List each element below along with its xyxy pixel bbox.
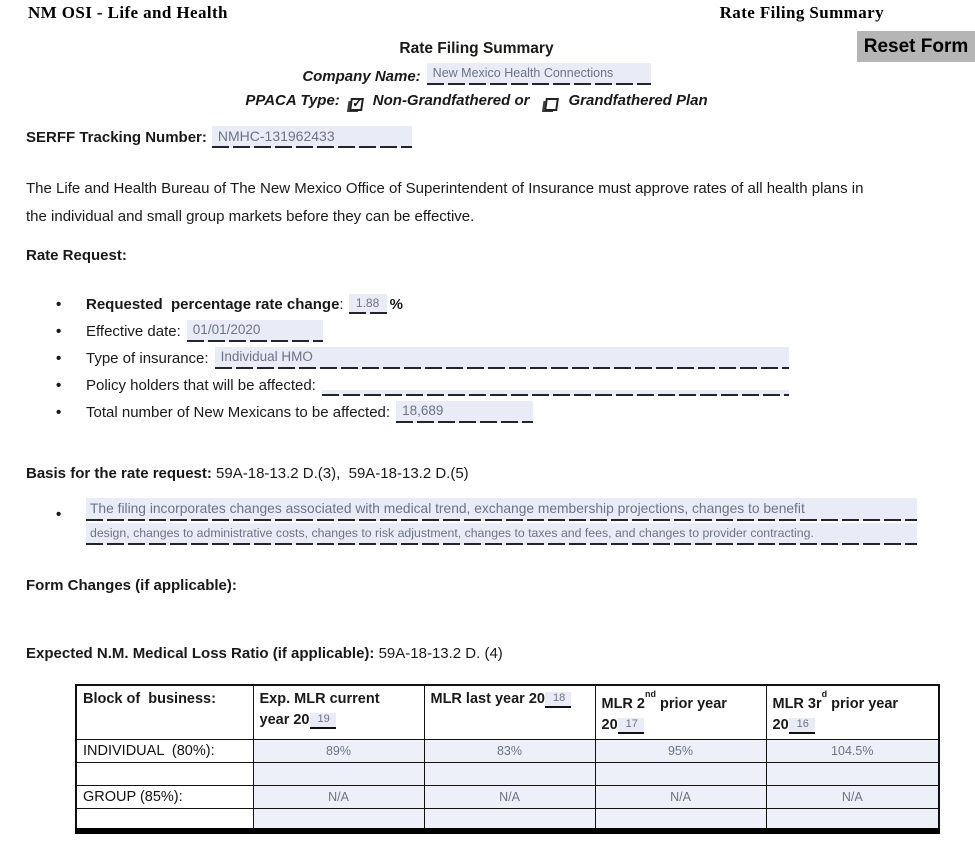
col-header-mlr-last-year: MLR last year 20 18 — [424, 685, 595, 739]
row-label-empty — [76, 808, 253, 831]
mlr-citation: 59A-18-13.2 D. (4) — [374, 645, 503, 662]
basis-citation: 59A-18-13.2 D.(3), 59A-18-13.2 D.(5) — [211, 465, 469, 482]
total-affected-label: Total number of New Mexicans to be affected: — [86, 404, 391, 421]
col-header-mlr-3rd-prior: MLR $3r^d$ prior year 20 16 — [766, 685, 939, 739]
ppaca-type-label: PPACA Type: — [245, 92, 340, 109]
mlr-cell[interactable]: 95% — [595, 739, 766, 762]
col-header-mlr-2nd-prior: MLR 2nd prior year 20 17 — [595, 685, 766, 739]
list-item — [56, 342, 789, 369]
form-changes-heading: Form Changes (if applicable): — [26, 577, 237, 594]
insurance-type-input[interactable]: Individual HMO — [215, 347, 789, 369]
bullet-icon: • — [56, 296, 62, 313]
mlr-table — [75, 684, 940, 834]
year-input[interactable]: 16 — [789, 718, 815, 734]
list-item — [56, 396, 789, 423]
row-label-empty — [76, 762, 253, 785]
mlr-cell[interactable] — [253, 762, 424, 785]
year-input[interactable]: 17 — [618, 718, 644, 734]
mlr-cell[interactable]: N/A — [766, 785, 939, 808]
policy-holders-input[interactable] — [322, 390, 789, 396]
mlr-cell[interactable] — [424, 808, 595, 831]
mlr-cell[interactable] — [595, 808, 766, 831]
list-item — [56, 369, 789, 396]
rate-change-colon: : — [339, 296, 344, 313]
col-header-exp-mlr-current: Exp. MLR current year 20 19 — [253, 685, 424, 739]
mlr-cell[interactable]: 83% — [424, 739, 595, 762]
table-header-row — [76, 685, 939, 739]
company-name-label: Company Name: — [302, 68, 421, 85]
serff-tracking-label: SERFF Tracking Number: — [26, 129, 207, 146]
col-header-block-of-business: Block of business: — [76, 685, 253, 739]
company-name-input[interactable]: New Mexico Health Connections — [427, 63, 651, 85]
ppaca-type-row — [0, 92, 953, 109]
bullet-icon: • — [56, 323, 62, 340]
company-name-row — [0, 63, 953, 85]
rate-request-heading: Rate Request: — [26, 247, 127, 264]
intro-paragraph: The Life and Health Bureau of The New Mexico Office of Superintendent of Insurance must approve rates of all health plans in the individual and small group markets before they can be effective. — [26, 180, 864, 225]
checkbox-checked-icon[interactable]: ✓ — [349, 98, 364, 111]
checkbox-unchecked-icon[interactable] — [545, 98, 560, 111]
total-affected-input[interactable]: 18,689 — [396, 401, 533, 423]
basis-text-line1: The filing incorporates changes associated with medical trend, exchange membership projections, changes to benefit — [86, 498, 917, 521]
mlr-cell[interactable]: N/A — [595, 785, 766, 808]
mlr-cell[interactable] — [766, 762, 939, 785]
table-row — [76, 739, 939, 762]
list-item — [56, 288, 789, 315]
document-title: Rate Filing Summary — [399, 40, 554, 57]
basis-heading-label: Basis for the rate request: — [26, 465, 212, 482]
mlr-cell[interactable] — [424, 762, 595, 785]
table-row — [76, 785, 939, 808]
rate-request-list — [56, 288, 789, 423]
basis-text-line2: design, changes to administrative costs, changes to risk adjustment, changes to taxes and fees, and changes to provider contracting. — [86, 523, 917, 545]
mlr-cell[interactable]: 89% — [253, 739, 424, 762]
mlr-cell[interactable]: N/A — [424, 785, 595, 808]
row-label-individual: INDIVIDUAL (80%): — [76, 739, 253, 762]
basis-text-input[interactable] — [86, 498, 917, 545]
reset-form-button[interactable]: Reset Form — [857, 31, 975, 62]
rate-change-input[interactable]: 1.88 — [349, 294, 387, 314]
year-input[interactable]: 19 — [310, 713, 336, 729]
row-label-group: GROUP (85%): — [76, 785, 253, 808]
mlr-cell[interactable] — [766, 808, 939, 831]
table-row — [76, 762, 939, 785]
insurance-type-label: Type of insurance: — [86, 350, 209, 367]
mlr-cell[interactable]: N/A — [253, 785, 424, 808]
basis-bullet-row — [56, 498, 917, 545]
non-grandfathered-label: Non-Grandfathered or — [372, 92, 530, 109]
mlr-heading — [26, 645, 503, 662]
percent-sign: % — [389, 296, 403, 313]
mlr-cell[interactable] — [253, 808, 424, 831]
bullet-icon: • — [56, 350, 62, 367]
serff-tracking-row — [26, 126, 412, 148]
mlr-cell[interactable] — [595, 762, 766, 785]
mlr-heading-label: Expected N.M. Medical Loss Ratio (if applicable): — [26, 645, 375, 662]
table-row — [76, 808, 939, 831]
title-block — [0, 40, 975, 109]
basis-heading — [26, 465, 469, 482]
list-item — [56, 315, 789, 342]
mlr-cell[interactable]: 104.5% — [766, 739, 939, 762]
rate-change-label: Requested percentage rate change — [86, 296, 340, 313]
policy-holders-label: Policy holders that will be affected: — [86, 377, 316, 394]
year-input[interactable]: 18 — [545, 692, 571, 708]
effective-date-label: Effective date: — [86, 323, 181, 340]
page-header-left: NM OSI - Life and Health — [28, 3, 228, 22]
bullet-icon: • — [56, 377, 62, 394]
bullet-icon: • — [56, 404, 62, 421]
grandfathered-label: Grandfathered Plan — [568, 92, 708, 109]
effective-date-input[interactable]: 01/01/2020 — [187, 320, 323, 342]
serff-tracking-input[interactable]: NMHC-131962433 — [212, 126, 412, 148]
page-header-right: Rate Filing Summary — [719, 3, 884, 22]
bullet-icon: • — [56, 506, 62, 523]
